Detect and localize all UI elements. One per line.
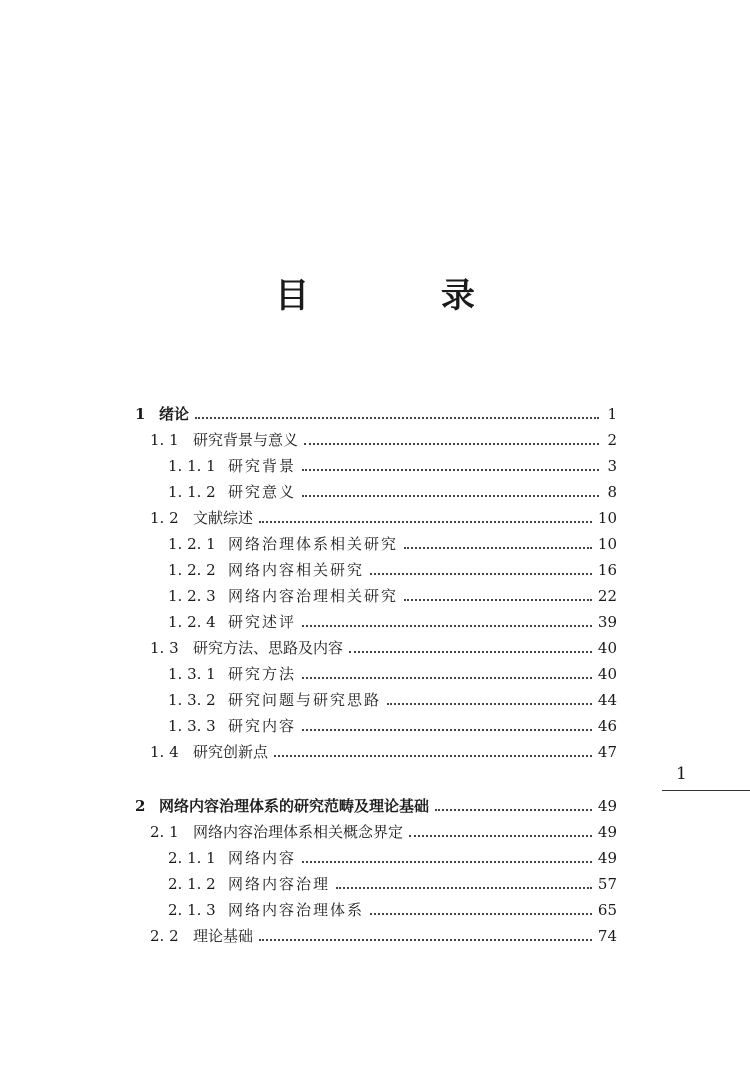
- toc-entry-page: 44: [597, 691, 617, 709]
- toc-entry-title: 绪论: [159, 405, 190, 423]
- toc-dot-leader: [302, 677, 592, 679]
- toc-entry[interactable]: [150, 921, 617, 945]
- toc-dot-leader: [404, 547, 592, 549]
- toc-entry[interactable]: [150, 503, 617, 527]
- toc-dot-leader: [302, 729, 592, 731]
- toc-entry-page: 65: [597, 901, 617, 919]
- toc-entry-title: 研究述评: [228, 613, 297, 631]
- toc-entry-title: 研究方法: [228, 665, 297, 683]
- toc-dot-leader: [387, 703, 592, 705]
- toc-entry[interactable]: [168, 711, 617, 735]
- toc-dot-leader: [195, 417, 599, 419]
- toc-entry-number: 1. 1. 1: [168, 457, 216, 475]
- toc-entry[interactable]: [135, 791, 617, 815]
- toc-entry-number: 1. 2. 2: [168, 561, 216, 579]
- toc-entry-number: 1. 3. 2: [168, 691, 216, 709]
- toc-dot-leader: [349, 651, 592, 653]
- toc-entry-page: 1: [607, 405, 617, 423]
- toc-entry-page: 22: [597, 587, 617, 605]
- toc-entry[interactable]: [168, 869, 617, 893]
- toc-entry-page: 2: [607, 431, 617, 449]
- toc-entry-title: 研究创新点: [193, 743, 269, 761]
- toc-entry[interactable]: [168, 607, 617, 631]
- toc-entry-page: 40: [597, 665, 617, 683]
- toc-entry-number: 1. 1. 2: [168, 483, 216, 501]
- toc-entry-page: 39: [597, 613, 617, 631]
- toc-entry[interactable]: [150, 817, 617, 841]
- toc-entry-title: 网络内容治理相关研究: [228, 587, 399, 605]
- toc-entry-page: 46: [597, 717, 617, 735]
- toc-entry-number: 1. 4: [150, 743, 179, 761]
- toc-entry-title: 研究内容: [228, 717, 297, 735]
- toc-entry-number: 1. 3. 1: [168, 665, 216, 683]
- toc-entry-title: 研究意义: [228, 483, 297, 501]
- toc-entry[interactable]: [168, 895, 617, 919]
- toc-dot-leader: [302, 469, 599, 471]
- toc-entry-number: 1. 3. 3: [168, 717, 216, 735]
- toc-entry-page: 3: [607, 457, 617, 475]
- toc-dot-leader: [370, 573, 592, 575]
- toc-entry-page: 16: [597, 561, 617, 579]
- toc-entry-page: 49: [597, 849, 617, 867]
- toc-entry-page: 49: [597, 823, 617, 841]
- toc-dot-leader: [304, 443, 599, 445]
- toc-dot-leader: [404, 599, 592, 601]
- toc-entry-title: 网络内容相关研究: [228, 561, 365, 579]
- toc-entry[interactable]: [168, 659, 617, 683]
- toc-entry-page: 40: [597, 639, 617, 657]
- toc-entry-title: 文献综述: [193, 509, 254, 527]
- toc-entry-number: 2. 1. 1: [168, 849, 216, 867]
- toc-entry-page: 47: [597, 743, 617, 761]
- toc-entry[interactable]: [168, 843, 617, 867]
- side-page-number: 1: [662, 764, 750, 791]
- toc-entry-number: 1. 3: [150, 639, 179, 657]
- toc-entry[interactable]: [168, 685, 617, 709]
- toc-entry-number: 1. 2. 3: [168, 587, 216, 605]
- toc-entry-title: 网络内容治理: [228, 875, 331, 893]
- toc-entry-page: 10: [597, 535, 617, 553]
- toc-entry-title: 网络内容治理体系的研究范畴及理论基础: [159, 797, 430, 815]
- toc-dot-leader: [336, 887, 592, 889]
- toc-entry[interactable]: [135, 399, 617, 423]
- toc-dot-leader: [370, 913, 592, 915]
- toc-entry-page: 49: [597, 797, 617, 815]
- toc-dot-leader: [435, 809, 592, 811]
- toc-entry-number: 1. 2. 1: [168, 535, 216, 553]
- toc-dot-leader: [409, 835, 592, 837]
- toc-entry-title: 理论基础: [193, 927, 254, 945]
- toc-entry-page: 10: [597, 509, 617, 527]
- toc-entry-page: 8: [607, 483, 617, 501]
- toc-entry-number: 2. 1. 3: [168, 901, 216, 919]
- toc-dot-leader: [259, 939, 592, 941]
- toc-entry-number: 2. 1. 2: [168, 875, 216, 893]
- toc-entry-number: 2. 1: [150, 823, 179, 841]
- toc-entry-number: 2. 2: [150, 927, 179, 945]
- toc-entry-number: 1. 2. 4: [168, 613, 216, 631]
- toc-entry-title: 研究方法、思路及内容: [193, 639, 344, 657]
- toc-entry[interactable]: [150, 737, 617, 761]
- page-title: 目 录: [275, 276, 535, 316]
- toc-entry[interactable]: [168, 581, 617, 605]
- toc-dot-leader: [302, 625, 592, 627]
- toc-entry-title: 研究背景: [228, 457, 297, 475]
- toc-entry[interactable]: [168, 477, 617, 501]
- toc-dot-leader: [302, 495, 599, 497]
- toc-entry-number: 1. 2: [150, 509, 179, 527]
- toc-entry-title: 研究问题与研究思路: [228, 691, 382, 709]
- toc-entry-number: 1: [135, 405, 146, 423]
- toc-entry[interactable]: [150, 425, 617, 449]
- toc-entry-title: 网络内容: [228, 849, 297, 867]
- toc-dot-leader: [274, 755, 592, 757]
- toc-entry-title: 网络内容治理体系相关概念界定: [193, 823, 404, 841]
- toc-entry-number: 1. 1: [150, 431, 179, 449]
- toc-entry-page: 74: [597, 927, 617, 945]
- toc-entry[interactable]: [168, 555, 617, 579]
- toc-entry[interactable]: [150, 633, 617, 657]
- toc-entry[interactable]: [168, 529, 617, 553]
- toc-entry[interactable]: [168, 451, 617, 475]
- toc-entry-title: 研究背景与意义: [193, 431, 299, 449]
- toc-entry-page: 57: [597, 875, 617, 893]
- toc-dot-leader: [302, 861, 592, 863]
- toc-entry-number: 2: [135, 797, 146, 815]
- toc-entry-title: 网络内容治理体系: [228, 901, 365, 919]
- toc-entry-title: 网络治理体系相关研究: [228, 535, 399, 553]
- toc-dot-leader: [259, 521, 592, 523]
